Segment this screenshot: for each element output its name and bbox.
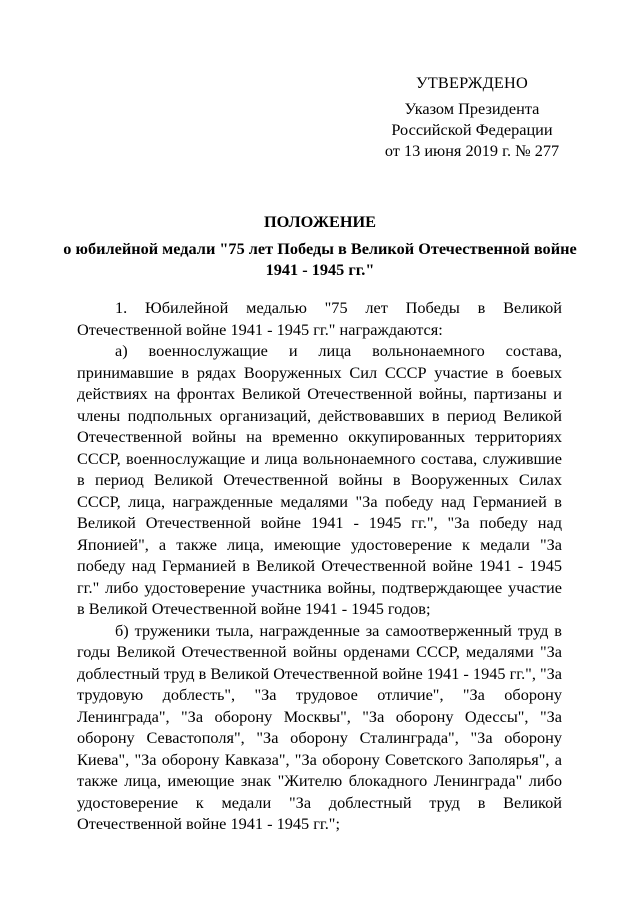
document-title-block <box>60 211 580 280</box>
approval-heading: УТВЕРЖДЕНО <box>416 73 528 92</box>
approval-country-line: Российской Федерации <box>391 120 553 139</box>
document-title: ПОЛОЖЕНИЕ <box>263 212 377 231</box>
approval-stamp-block <box>372 72 572 161</box>
approval-decree-line: Указом Президента <box>404 99 540 118</box>
document-body <box>77 297 562 835</box>
paragraph-b: б) труженики тыла, награжденные за самоотверженный труд в годы Великой Отечественной войны орденами СССР, медалями "За доблестный труд в Великой Отечественной войне 1941 - 1945 гг.", "За трудовую доблесть", "За трудовое отличие", "За оборону Ленинграда", "За оборону Москвы", "За оборону Одессы", "За оборону Севастополя", "За оборону Сталинграда", "За оборону Киева", "За оборону Кавказа", "За оборону Советского Заполярья", а также лица, имеющие знак "Жителю блокадного Ленинграда" либо удостоверение к медали "За доблестный труд в Великой Отечественной войне 1941 - 1945 гг."; <box>77 620 562 833</box>
document-subtitle: о юбилейной медали "75 лет Победы в Великой Отечественной войне 1941 - 1945 гг." <box>63 239 577 279</box>
paragraph-a: а) военнослужащие и лица вольнонаемного состава, принимавшие в рядах Вооруженных Сил СССР участие в боевых действиях на фронтах Великой Отечественной войны, партизаны и члены подпольных организаций, действовавших в период Великой Отечественной войны на временно оккупированных территориях СССР, военнослужащие и лица вольнонаемного состава, служившие в период Великой Отечественной войны в Вооруженных Силах СССР, лица, награжденные медалями "За победу над Германией в Великой Отечественной войне 1941 - 1945 гг.", "За победу над Японией", а также лица, имеющие удостоверение к медали "За победу над Германией в Великой Отечественной войне 1941 - 1945 гг." либо удостоверение участника войны, подтверждающее участие в Великой Отечественной войне 1941 - 1945 годов; <box>77 341 562 618</box>
paragraph-1: 1. Юбилейной медалью "75 лет Победы в Великой Отечественной войне 1941 - 1945 гг." награждаются: <box>77 298 562 339</box>
approval-date-line: от 13 июня 2019 г. № 277 <box>384 141 560 160</box>
